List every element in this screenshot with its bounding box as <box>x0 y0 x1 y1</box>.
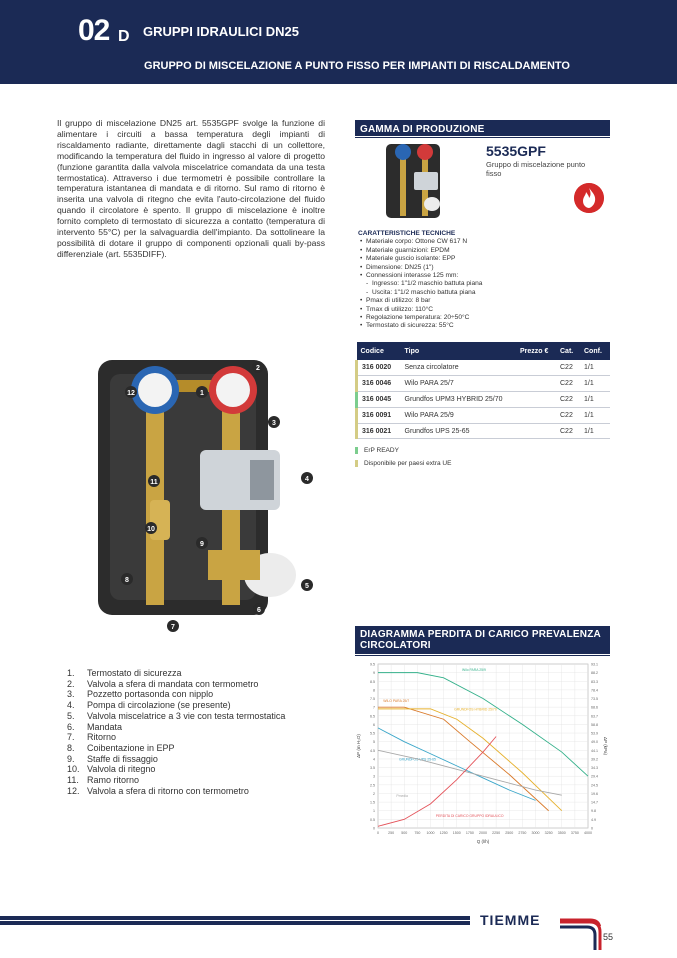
y2-tick-label: 9.8 <box>591 809 596 814</box>
component-label: Valvola a sfera di ritorno con termometro <box>87 785 249 796</box>
y2-tick-label: 14.7 <box>591 800 598 805</box>
cell-price <box>516 407 556 423</box>
component-label: Pozzetto portasonda con nipplo <box>87 689 214 700</box>
product-code: 5535GPF <box>486 143 546 159</box>
component-number: 12. <box>67 785 80 796</box>
col-header-code: Codice <box>357 342 401 360</box>
y2-tick-label: 19.6 <box>591 791 598 796</box>
component-number: 8. <box>67 742 75 753</box>
section-number: 02 <box>78 14 110 47</box>
y-tick-label: 1.5 <box>370 800 375 805</box>
component-label: Staffe di fissaggio <box>87 753 158 764</box>
y2-tick-label: 44.1 <box>591 748 598 753</box>
spec-item: • Connessioni interasse 125 mm: <box>358 272 482 280</box>
table-row <box>357 376 611 392</box>
x-tick-label: 3500 <box>557 831 566 835</box>
pressure-chart <box>356 658 608 846</box>
x-tick-label: 3750 <box>570 831 579 835</box>
y-tick-label: 6 <box>373 722 375 727</box>
product-photo <box>90 350 322 640</box>
cell-cat: C22 <box>556 360 580 376</box>
series-label: WILO PARA 25/7 <box>383 698 410 703</box>
cell-conf: 1/1 <box>580 392 610 408</box>
series-label: Pmedia <box>396 793 408 798</box>
spec-item: • Materiale guscio isolante: EPP <box>358 255 482 263</box>
technical-specs <box>358 230 482 331</box>
y2-tick-label: 63.7 <box>591 714 598 719</box>
x-tick-label: 0 <box>377 831 379 835</box>
component-item <box>67 732 285 743</box>
cell-price <box>516 360 556 376</box>
component-item <box>67 764 285 775</box>
x-tick-label: 1500 <box>452 831 461 835</box>
y2-tick-label: 68.6 <box>591 705 598 710</box>
component-item <box>67 711 285 722</box>
component-list <box>67 668 285 796</box>
y2-tick-label: 83.3 <box>591 679 598 684</box>
y2-tick-label: 53.9 <box>591 731 598 736</box>
cell-type: Wilo PARA 25/7 <box>401 376 517 392</box>
component-label: Termostato di sicurezza <box>87 668 182 678</box>
cell-type: Senza circolatore <box>401 360 517 376</box>
y-tick-label: 3.5 <box>370 766 375 771</box>
cell-cat: C22 <box>556 392 580 408</box>
y-tick-label: 0.5 <box>370 817 375 822</box>
y-tick-label: 7.5 <box>370 697 375 702</box>
callout-3: 3 <box>272 420 276 427</box>
x-tick-label: 1750 <box>465 831 474 835</box>
footer-brand-swoosh <box>560 910 620 950</box>
component-number: 6. <box>67 721 75 732</box>
heating-flame-icon <box>574 183 604 213</box>
component-label: Pompa di circolazione (se presente) <box>87 700 231 711</box>
col-header-conf: Conf. <box>580 342 610 360</box>
y-tick-label: 4.5 <box>370 748 375 753</box>
callout-2: 2 <box>256 365 260 372</box>
x-axis-label: Q (l/h) <box>476 839 490 844</box>
cell-conf: 1/1 <box>580 407 610 423</box>
component-number: 11. <box>67 775 79 786</box>
table-row <box>357 360 611 376</box>
component-number: 9. <box>67 753 75 764</box>
x-tick-label: 3000 <box>531 831 540 835</box>
component-item <box>67 668 285 679</box>
component-label: Coibentazione in EPP <box>87 742 175 753</box>
component-number: 5. <box>67 710 75 721</box>
y-tick-label: 5 <box>373 740 375 745</box>
cell-code: 316 0020 <box>357 360 401 376</box>
page-number: 55 <box>603 932 614 942</box>
spec-item: • Materiale guarnizioni: EPDM <box>358 247 482 255</box>
x-tick-label: 500 <box>401 831 408 835</box>
y2-tick-label: 88.2 <box>591 671 598 676</box>
x-tick-label: 250 <box>388 831 395 835</box>
cell-cat: C22 <box>556 407 580 423</box>
component-item <box>67 786 285 797</box>
component-item <box>67 722 285 733</box>
y-tick-label: 8.5 <box>370 679 375 684</box>
section-letter: D <box>118 28 130 45</box>
y2-axis-label: ΔP (kPa) <box>603 737 608 755</box>
series-label: Wilo PARA 25/9 <box>462 667 486 672</box>
spec-item: - Uscita: 1"1/2 maschio battuta piana <box>358 289 482 297</box>
callout-6: 6 <box>257 607 261 614</box>
y2-tick-label: 39.2 <box>591 757 598 762</box>
y2-tick-label: 29.4 <box>591 774 598 779</box>
component-item <box>67 775 285 786</box>
component-label: Valvola a sfera di mandata con termometro <box>87 678 259 689</box>
y2-tick-label: 73.5 <box>591 697 598 702</box>
y-tick-label: 7 <box>373 705 375 710</box>
callout-11: 11 <box>150 479 158 486</box>
legend-erp: ErP READY <box>355 447 399 454</box>
y-tick-label: 8 <box>373 688 375 693</box>
y2-tick-label: 34.3 <box>591 766 598 771</box>
product-table <box>355 342 610 439</box>
component-item <box>67 679 285 690</box>
cell-type: Grundfos UPS 25-65 <box>401 423 517 439</box>
cell-conf: 1/1 <box>580 360 610 376</box>
series-label: GRUNDFOS HYBRID 25/70 <box>454 707 497 712</box>
component-number: 10. <box>67 764 80 775</box>
component-number: 1. <box>67 668 75 678</box>
y-tick-label: 0 <box>373 826 375 831</box>
y2-tick-label: 58.8 <box>591 722 598 727</box>
component-label: Ramo ritorno <box>87 775 140 786</box>
y2-tick-label: 24.5 <box>591 783 598 788</box>
y2-tick-label: 0 <box>591 826 593 831</box>
cell-price <box>516 423 556 439</box>
x-tick-label: 2250 <box>492 831 501 835</box>
component-item <box>67 700 285 711</box>
y-tick-label: 9.5 <box>370 662 375 667</box>
spec-item: • Tmax di utilizzo: 110°C <box>358 306 482 314</box>
x-tick-label: 2000 <box>479 831 487 835</box>
section-subtitle: GRUPPO DI MISCELAZIONE A PUNTO FISSO PER IMPIANTI DI RISCALDAMENTO <box>144 60 570 72</box>
x-tick-label: 1000 <box>426 831 435 835</box>
callout-7: 7 <box>171 624 175 631</box>
cell-code: 316 0045 <box>357 392 401 408</box>
cell-code: 316 0046 <box>357 376 401 392</box>
col-header-price: Prezzo € <box>516 342 556 360</box>
y-tick-label: 4 <box>373 757 375 762</box>
component-item <box>67 754 285 765</box>
component-label: Valvola miscelatrice a 3 vie con testa termostatica <box>87 710 286 721</box>
cell-type: Wilo PARA 25/9 <box>401 407 517 423</box>
y-axis-label: ΔP (m H₂O) <box>356 734 361 758</box>
spec-item: • Pmax di utilizzo: 8 bar <box>358 297 482 305</box>
table-row <box>357 407 611 423</box>
cell-type: Grundfos UPM3 HYBRID 25/70 <box>401 392 517 408</box>
cell-conf: 1/1 <box>580 423 610 439</box>
chart-svg <box>356 658 608 846</box>
callout-1: 1 <box>200 390 204 397</box>
callout-4: 4 <box>305 476 309 483</box>
component-label: Mandata <box>87 721 123 732</box>
component-label: Valvola di ritegno <box>87 764 156 775</box>
cell-code: 316 0091 <box>357 407 401 423</box>
component-item <box>67 689 285 700</box>
callout-9: 9 <box>200 541 204 548</box>
spec-item: • Materiale corpo: Ottone CW 617 N <box>358 238 482 246</box>
section-title: GRUPPI IDRAULICI DN25 <box>143 24 300 39</box>
y-tick-label: 2 <box>373 791 375 796</box>
cell-cat: C22 <box>556 423 580 439</box>
series-label: PERDITA DI CARICO GRUPPO IDRAULICO <box>435 813 504 818</box>
component-number: 7. <box>67 732 75 743</box>
legend-extra-ue: Disponibile per paesi extra UE <box>355 460 451 467</box>
callout-12: 12 <box>127 390 135 397</box>
series-label: GRUNDFOS UPS 25-65 <box>399 757 436 762</box>
table-row <box>357 423 611 439</box>
cell-price <box>516 376 556 392</box>
component-number: 3. <box>67 689 75 700</box>
component-item <box>67 743 285 754</box>
y-tick-label: 9 <box>373 671 375 676</box>
spec-item: - Ingresso: 1"1/2 maschio battuta piana <box>358 280 482 288</box>
brand-logo: TIEMME <box>480 912 541 928</box>
specs-title: CARATTERISTICHE TECNICHE <box>358 230 456 237</box>
product-thumbnail <box>384 140 444 220</box>
y-tick-label: 3 <box>373 774 375 779</box>
chart-title-underline <box>355 655 610 656</box>
cell-price <box>516 392 556 408</box>
y-tick-label: 5.5 <box>370 731 375 736</box>
x-tick-label: 3250 <box>544 831 553 835</box>
x-tick-label: 2750 <box>518 831 527 835</box>
callout-5: 5 <box>305 583 309 590</box>
spec-item: • Termostato di sicurezza: 55°C <box>358 322 482 330</box>
y-tick-label: 6.5 <box>370 714 375 719</box>
y2-tick-label: 4.9 <box>591 817 596 822</box>
chart-title: DIAGRAMMA PERDITA DI CARICO PREVALENZA CIRCOLATORI <box>355 626 610 654</box>
page-header <box>0 0 677 84</box>
x-tick-label: 4000 <box>584 831 592 835</box>
cell-conf: 1/1 <box>580 376 610 392</box>
y2-tick-label: 49.0 <box>591 740 598 745</box>
callout-10: 10 <box>147 526 155 533</box>
y-tick-label: 2.5 <box>370 783 375 788</box>
y2-tick-label: 78.4 <box>591 688 598 693</box>
product-description: Gruppo di miscelazione punto fisso <box>486 160 586 178</box>
intro-paragraph: Il gruppo di miscelazione DN25 art. 5535GPF svolge la funzione di alimentare i circuiti a bassa temperatura degli impianti di riscaldamento radiante, direttamente dagli stacchi di un collettore, modificando la temperatura del fluido in ingresso al valore di progetto (funzione garantita dalla valvola miscelatrice comandata da una testa termostatica). Attraverso i due termometri è possibile controllare la temperatura istantanea di mandata e di ritorno. Sul ramo di ritorno è inserita una valvola di ritegno che evita l'auto-circolazione del fluido quando il circolatore è spento. Il gruppo di miscelazione è inoltre fornito completo di termostato di sicurezza a contatto (temperatura di intervento 55°C) per la salvaguardia dell'impianto. Da sottolineare la possibilità di dotare il gruppo di componenti opzionali quali by-pass differenziale (art. 5535DIFF). <box>57 118 325 259</box>
gamma-title: GAMMA DI PRODUZIONE <box>355 120 610 136</box>
cell-cat: C22 <box>556 376 580 392</box>
x-tick-label: 2500 <box>505 831 514 835</box>
x-tick-label: 1250 <box>439 831 448 835</box>
col-header-cat: Cat. <box>556 342 580 360</box>
gamma-underline <box>355 137 610 138</box>
table-row <box>357 392 611 408</box>
cell-code: 316 0021 <box>357 423 401 439</box>
component-number: 4. <box>67 700 75 711</box>
component-label: Ritorno <box>87 732 117 743</box>
component-number: 2. <box>67 678 75 689</box>
y-tick-label: 1 <box>373 809 375 814</box>
col-header-type: Tipo <box>401 342 517 360</box>
y2-tick-label: 93.1 <box>591 662 598 667</box>
callout-8: 8 <box>125 577 129 584</box>
spec-item: • Regolazione temperatura: 20÷50°C <box>358 314 482 322</box>
spec-item: • Dimensione: DN25 (1") <box>358 264 482 272</box>
x-tick-label: 750 <box>414 831 421 835</box>
